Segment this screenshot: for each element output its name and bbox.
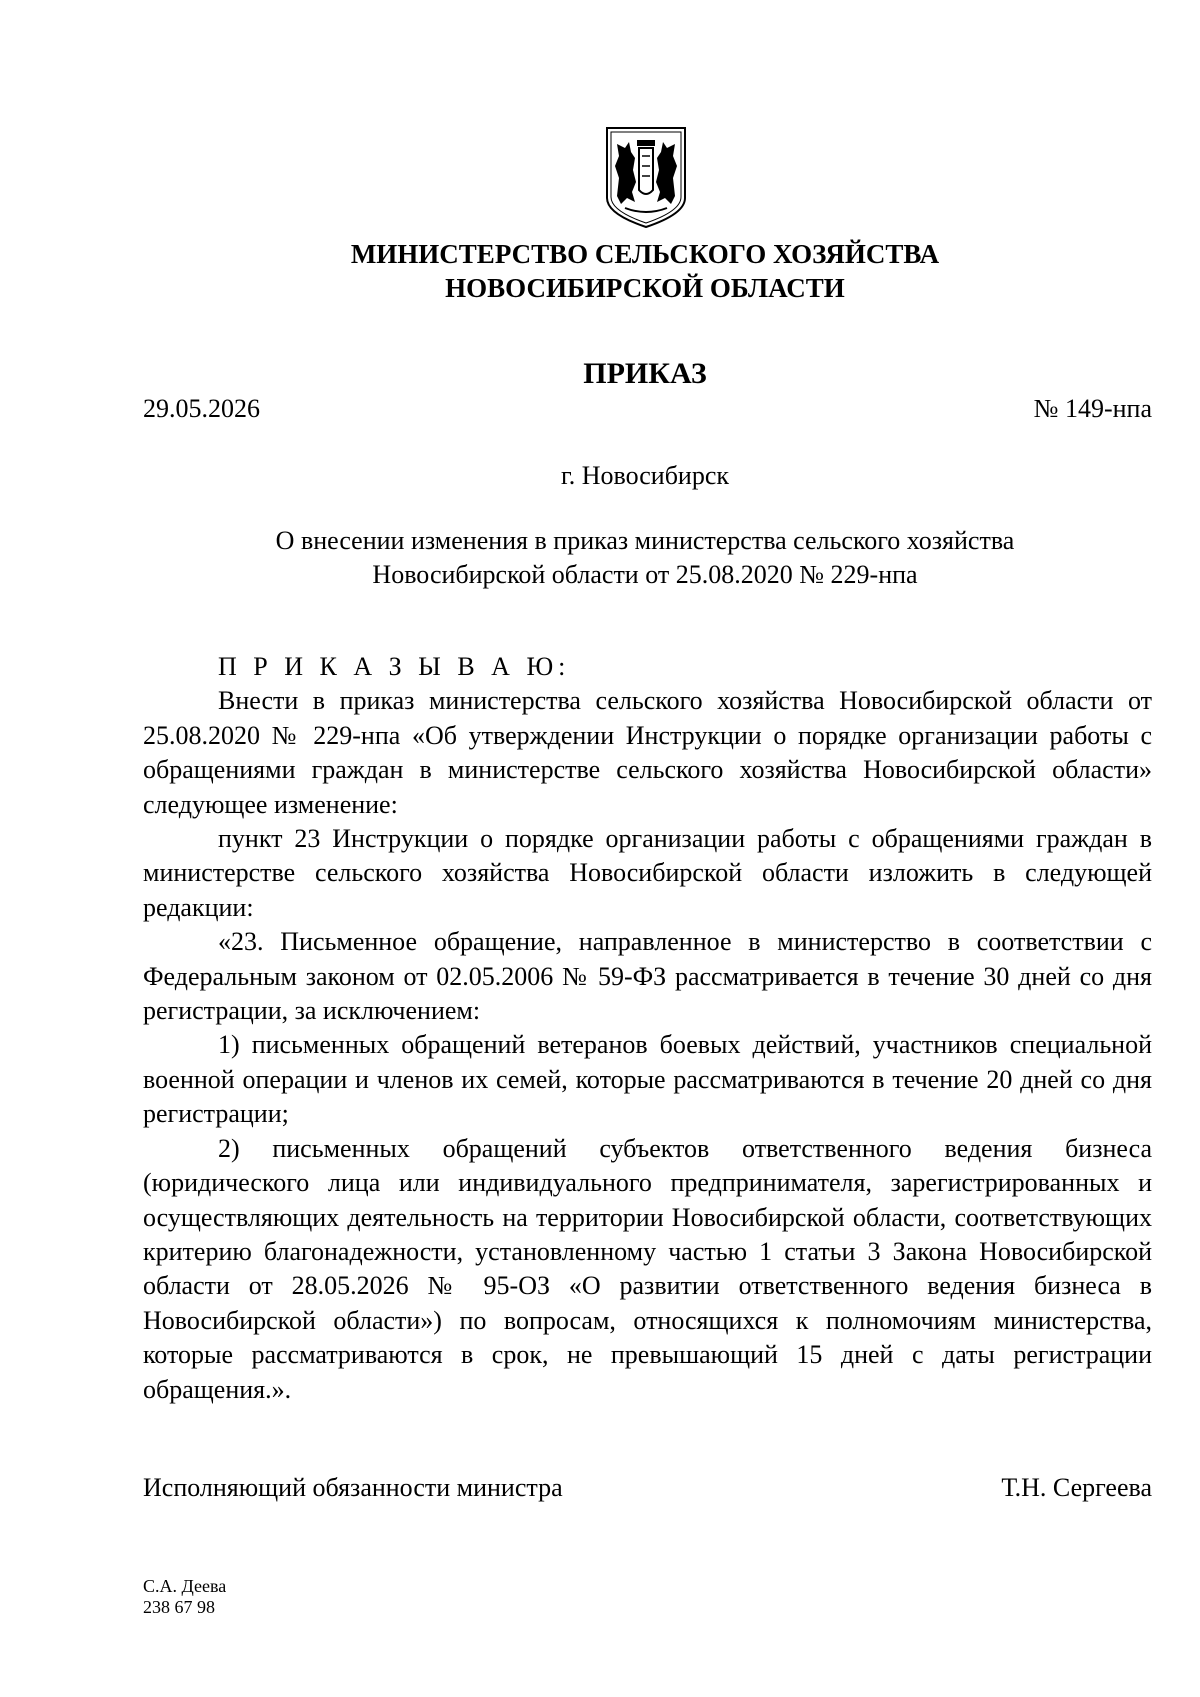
ministry-name (0, 237, 1200, 305)
executor-name: С.А. Деева (143, 1576, 227, 1596)
doc-date: 29.05.2026 (143, 394, 260, 423)
executor-phone: 238 67 98 (143, 1597, 215, 1617)
coat-of-arms-icon (605, 126, 687, 229)
decree-word: П Р И К А З Ы В А Ю: (218, 652, 571, 681)
signer-position: Исполняющий обязанности министра (143, 1473, 563, 1502)
executor-info (143, 1576, 226, 1618)
doc-body (143, 650, 1152, 1407)
doc-city: г. Новосибирск (560, 461, 730, 490)
paragraph-4: 1) письменных обращений ветеранов боевых действий, участников специальной военной операции и членов их семей, которые рассматриваются в течение 20 дней со дня регистрации; (143, 1030, 1152, 1129)
ministry-name-line2: НОВОСИБИРСКОЙ ОБЛАСТИ (445, 273, 845, 303)
doc-number: № 149-нпа (1033, 394, 1152, 423)
signer-name: Т.Н. Сергеева (1001, 1473, 1152, 1502)
doc-subject (143, 524, 1147, 592)
doc-subject-line1: О внесении изменения в приказ министерства сельского хозяйства (275, 526, 1015, 555)
ministry-name-line1: МИНИСТЕРСТВО СЕЛЬСКОГО ХОЗЯЙСТВА (350, 239, 940, 269)
doc-type-title: ПРИКАЗ (583, 357, 707, 390)
paragraph-3: «23. Письменное обращение, направленное в министерство в соответствии с Федеральным законом от 02.05.2006 № 59-ФЗ рассматривается в течение 30 дней со дня регистрации, за исключением: (143, 927, 1152, 1026)
paragraph-2: пункт 23 Инструкции о порядке организации работы с обращениями граждан в министерстве сельского хозяйства Новосибирской области изложить в следующей редакции: (143, 824, 1152, 922)
paragraph-1: Внести в приказ министерства сельского хозяйства Новосибирской области от 25.08.2020 № 229-нпа «Об утверждении Инструкции о порядке организации работы с обращениями граждан в министерстве сельского хозяйства Новосибирской области» следующее изменение: (143, 686, 1152, 819)
paragraph-5: 2) письменных обращений субъектов ответственного ведения бизнеса (юридического лица или индивидуального предпринимателя, зарегистрированных и осуществляющих деятельность на территории Новосибирской области, соответствующих критерию благонадежности, установленному частью 1 статьи 3 Закона Новосибирской области от 28.05.2026 № 95-ОЗ «О развитии ответственного ведения бизнеса в Новосибирской области») по вопросам, относящихся к полномочиям министерства, которые рассматриваются в срок, не превышающий 15 дней с даты регистрации обращения.». (143, 1133, 1152, 1404)
doc-subject-line2: Новосибирской области от 25.08.2020 № 229-нпа (372, 560, 918, 589)
